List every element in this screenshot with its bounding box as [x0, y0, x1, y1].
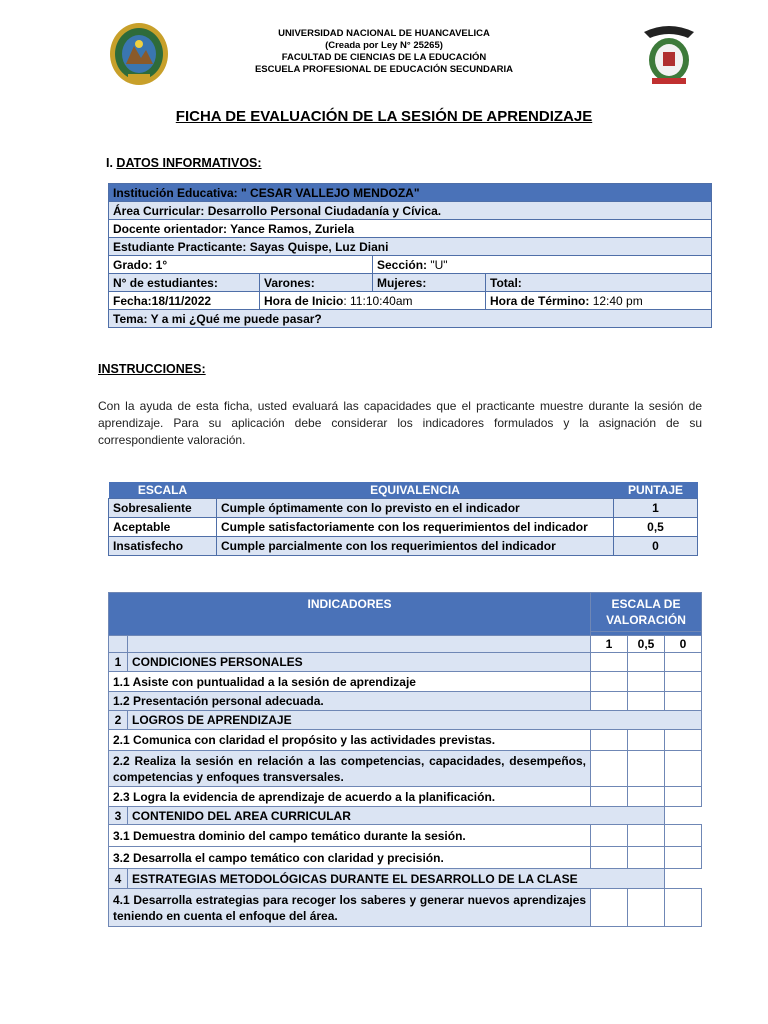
section-logros: LOGROS DE APRENDIZAJE — [128, 711, 702, 730]
rating-cell[interactable] — [628, 847, 665, 869]
indicadores-table — [108, 592, 702, 927]
rating-cell[interactable] — [665, 825, 702, 847]
rating-cell[interactable] — [591, 730, 628, 751]
datos-table — [108, 183, 712, 328]
section-number: 3 — [109, 807, 128, 825]
rating-cell[interactable] — [591, 889, 628, 927]
scale-05: 0,5 — [628, 636, 665, 653]
indicator-1-2: 1.2 Presentación personal adecuada. — [109, 692, 591, 711]
rating-cell[interactable] — [665, 751, 702, 787]
escala-header: ESCALA — [109, 482, 217, 499]
puntaje-header: PUNTAJE — [614, 482, 698, 499]
indicator-4-1: 4.1 Desarrolla estrategias para recoger los saberes y generar nuevos aprendizajes teniendo en cuenta el enfoque del área. — [109, 889, 591, 927]
scale-0: 0 — [665, 636, 702, 653]
rating-cell[interactable] — [628, 889, 665, 927]
institucion: Institución Educativa: " CESAR VALLEJO MENDOZA" — [109, 184, 712, 202]
escala-cell: Sobresaliente — [109, 499, 217, 518]
escala-table — [108, 482, 698, 556]
section-contenido: CONTENIDO DEL AREA CURRICULAR — [128, 807, 665, 825]
indicator-3-2: 3.2 Desarrolla el campo temático con claridad y precisión. — [109, 847, 591, 869]
n-estudiantes: N° de estudiantes: — [109, 274, 260, 292]
section-number: 1 — [109, 653, 128, 672]
equivalencia-header: EQUIVALENCIA — [217, 482, 614, 499]
indicator-2-3: 2.3 Logra la evidencia de aprendizaje de acuerdo a la planificación. — [109, 787, 591, 807]
equivalencia-cell: Cumple satisfactoriamente con los requerimientos del indicador — [217, 518, 614, 537]
rating-cell[interactable] — [591, 692, 628, 711]
rating-cell[interactable] — [665, 730, 702, 751]
indicadores-header: INDICADORES — [109, 593, 591, 636]
rating-cell[interactable] — [628, 825, 665, 847]
rating-cell[interactable] — [665, 847, 702, 869]
datos-heading: I. DATOS INFORMATIVOS: — [106, 156, 262, 170]
rating-cell[interactable] — [628, 692, 665, 711]
rating-cell[interactable] — [591, 672, 628, 692]
instrucciones-heading: INSTRUCCIONES: — [98, 362, 206, 376]
section-number: 4 — [109, 869, 128, 889]
school-name: ESCUELA PROFESIONAL DE EDUCACIÓN SECUNDARIA — [254, 64, 514, 75]
seccion: Sección: "U" — [373, 256, 712, 274]
docente: Docente orientador: Yance Ramos, Zuriela — [109, 220, 712, 238]
indicator-1-1: 1.1 Asiste con puntualidad a la sesión de aprendizaje — [109, 672, 591, 692]
section-estrategias: ESTRATEGIAS METODOLÓGICAS DURANTE EL DESARROLLO DE LA CLASE — [128, 869, 665, 889]
total: Total: — [486, 274, 712, 292]
rating-cell[interactable] — [628, 751, 665, 787]
tema: Tema: Y a mi ¿Qué me puede pasar? — [109, 310, 712, 328]
indicator-2-2: 2.2 Realiza la sesión en relación a las competencias, capacidades, desempeños, competencias y enfoques transversales. — [109, 751, 591, 787]
equivalencia-cell: Cumple óptimamente con lo previsto en el indicador — [217, 499, 614, 518]
school-crest-logo — [640, 22, 698, 86]
section-condiciones: CONDICIONES PERSONALES — [128, 653, 591, 672]
faculty-name: FACULTAD DE CIENCIAS DE LA EDUCACIÓN — [281, 52, 487, 63]
escala-cell: Aceptable — [109, 518, 217, 537]
instrucciones-body: Con la ayuda de esta ficha, usted evaluará las capacidades que el practicante muestre durante la sesión de aprendizaje. Para su aplicación debe considerar los indicadores formulados y la asignación de su correspondiente valoración. — [98, 399, 702, 447]
hora-inicio: Hora de Inicio: 11:10:40am — [260, 292, 486, 310]
rating-cell[interactable] — [628, 787, 665, 807]
section-number: 2 — [109, 711, 128, 730]
rating-cell[interactable] — [591, 787, 628, 807]
rating-cell[interactable] — [628, 730, 665, 751]
rating-cell[interactable] — [591, 751, 628, 787]
rating-cell[interactable] — [665, 653, 702, 672]
grado: Grado: 1° — [109, 256, 373, 274]
estudiante: Estudiante Practicante: Sayas Quispe, Luz Diani — [109, 238, 712, 256]
indicator-2-1: 2.1 Comunica con claridad el propósito y las actividades previstas. — [109, 730, 591, 751]
university-name: UNIVERSIDAD NACIONAL DE HUANCAVELICA — [278, 28, 490, 39]
puntaje-cell: 0 — [614, 537, 698, 556]
rating-cell[interactable] — [628, 653, 665, 672]
rating-cell[interactable] — [591, 653, 628, 672]
mujeres: Mujeres: — [373, 274, 486, 292]
rating-cell[interactable] — [665, 889, 702, 927]
area-curricular: Área Curricular: Desarrollo Personal Ciudadanía y Cívica. — [109, 202, 712, 220]
university-seal-logo — [108, 22, 170, 86]
indicator-3-1: 3.1 Demuestra dominio del campo temático durante la sesión. — [109, 825, 591, 847]
rating-cell[interactable] — [665, 692, 702, 711]
document-title: FICHA DE EVALUACIÓN DE LA SESIÓN DE APRENDIZAJE — [175, 108, 593, 125]
escala-cell: Insatisfecho — [109, 537, 217, 556]
varones: Varones: — [260, 274, 373, 292]
escala-valoracion-header: ESCALA DE VALORACIÓN — [591, 593, 702, 632]
puntaje-cell: 0,5 — [614, 518, 698, 537]
creation-law: (Creada por Ley N° 25265) — [325, 40, 443, 51]
equivalencia-cell: Cumple parcialmente con los requerimientos del indicador — [217, 537, 614, 556]
hora-termino: Hora de Término: 12:40 pm — [486, 292, 712, 310]
rating-cell[interactable] — [591, 825, 628, 847]
puntaje-cell: 1 — [614, 499, 698, 518]
fecha: Fecha:18/11/2022 — [109, 292, 260, 310]
rating-cell[interactable] — [665, 672, 702, 692]
rating-cell[interactable] — [591, 847, 628, 869]
scale-1: 1 — [591, 636, 628, 653]
rating-cell[interactable] — [628, 672, 665, 692]
rating-cell[interactable] — [665, 787, 702, 807]
